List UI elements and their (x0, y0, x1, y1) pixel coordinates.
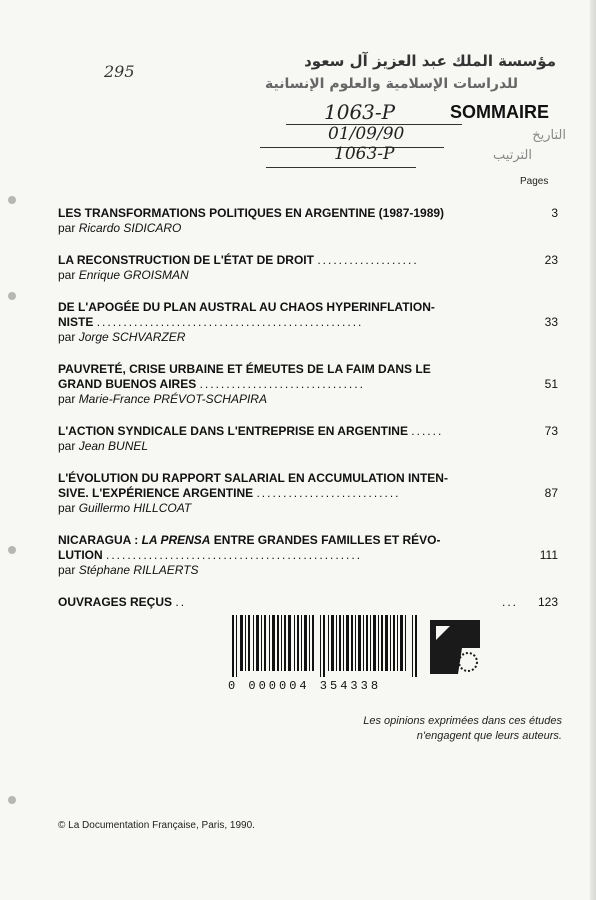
stamp-rule (266, 167, 416, 168)
punch-hole (8, 546, 16, 554)
punch-hole (8, 196, 16, 204)
handwritten-ref-2: 1063-P (334, 144, 395, 164)
toc-title: DE L'APOGÉE DU PLAN AUSTRAL AU CHAOS HYPERINFLATION- NISTE .................................................. (58, 300, 435, 329)
toc-author: par Guillermo HILLCOAT (58, 501, 192, 515)
disclaimer-line-2: n'engagent que leurs auteurs. (416, 730, 562, 742)
toc-entry[interactable] (58, 362, 558, 407)
toc-title: OUVRAGES REÇUS .. ... (58, 595, 518, 609)
page-edge (590, 0, 596, 900)
toc-author: par Jorge SCHVARZER (58, 330, 186, 344)
copyright-notice: © La Documentation Française, Paris, 1990. (58, 820, 255, 831)
toc-page-number: 87 (544, 486, 558, 500)
toc-title: L'ÉVOLUTION DU RAPPORT SALARIAL EN ACCUMULATION INTEN- SIVE. L'EXPÉRIENCE ARGENTINE ........................... (58, 471, 448, 500)
stamp-arabic-line2: للدراسات الإسلامية والعلوم الإنسانية (265, 76, 518, 92)
disclaimer-note (300, 714, 562, 744)
pages-column-label: Pages (520, 176, 549, 187)
toc-author: par Marie-France PRÉVOT-SCHAPIRA (58, 392, 267, 406)
barcode-icon (228, 615, 424, 677)
toc-entry[interactable] (58, 471, 558, 516)
toc-author: par Jean BUNEL (58, 439, 149, 453)
toc-author: par Enrique GROISMAN (58, 268, 189, 282)
punch-hole (8, 292, 16, 300)
toc-author: par Ricardo SIDICARO (58, 221, 182, 235)
disclaimer-line-1: Les opinions exprimées dans ces études (363, 715, 562, 727)
toc-entry[interactable] (58, 424, 558, 454)
punch-hole (8, 796, 16, 804)
toc-page-number: 51 (544, 377, 558, 391)
toc-page-number: 111 (539, 548, 558, 562)
page-title: SOMMAIRE (450, 102, 549, 122)
publisher-logo-icon (428, 618, 482, 676)
barcode-digits: 0 000004 354338 (228, 679, 382, 693)
toc-title: L'ACTION SYNDICALE DANS L'ENTREPRISE EN ARGENTINE ...... (58, 424, 444, 438)
toc-title: LES TRANSFORMATIONS POLITIQUES EN ARGENTINE (1987-1989) (58, 206, 445, 220)
toc-title: NICARAGUA : LA PRENSA ENTRE GRANDES FAMILLES ET RÉVO- LUTION ................................................ (58, 533, 441, 562)
toc-page-number: 73 (544, 424, 558, 438)
toc-title: PAUVRETÉ, CRISE URBAINE ET ÉMEUTES DE LA FAIM DANS LE GRAND BUENOS AIRES ............................... (58, 362, 431, 391)
toc-page-number: 3 (551, 206, 558, 220)
stamp-arabic-date-label: التاريخ (532, 128, 566, 143)
toc-entry[interactable] (58, 595, 558, 610)
handwritten-date: 01/09/90 (328, 124, 405, 144)
toc-entry[interactable] (58, 206, 558, 236)
toc-author: par Stéphane RILLAERTS (58, 563, 199, 577)
handwritten-ref: 1063-P (324, 100, 396, 124)
toc-entry[interactable] (58, 533, 558, 578)
stamp-arabic-order-label: الترتيب (493, 148, 532, 163)
toc-page-number: 123 (537, 595, 558, 609)
handwritten-number: 295 (104, 62, 135, 81)
toc-page-number: 23 (544, 253, 558, 267)
toc-page-number: 33 (544, 315, 558, 329)
stamp-arabic-line1: مؤسسة الملك عبد العزيز آل سعود (304, 52, 556, 70)
table-of-contents (58, 206, 558, 627)
toc-entry[interactable] (58, 253, 558, 283)
barcode (228, 615, 424, 693)
toc-title: LA RECONSTRUCTION DE L'ÉTAT DE DROIT ................... (58, 253, 419, 267)
toc-entry[interactable] (58, 300, 558, 345)
